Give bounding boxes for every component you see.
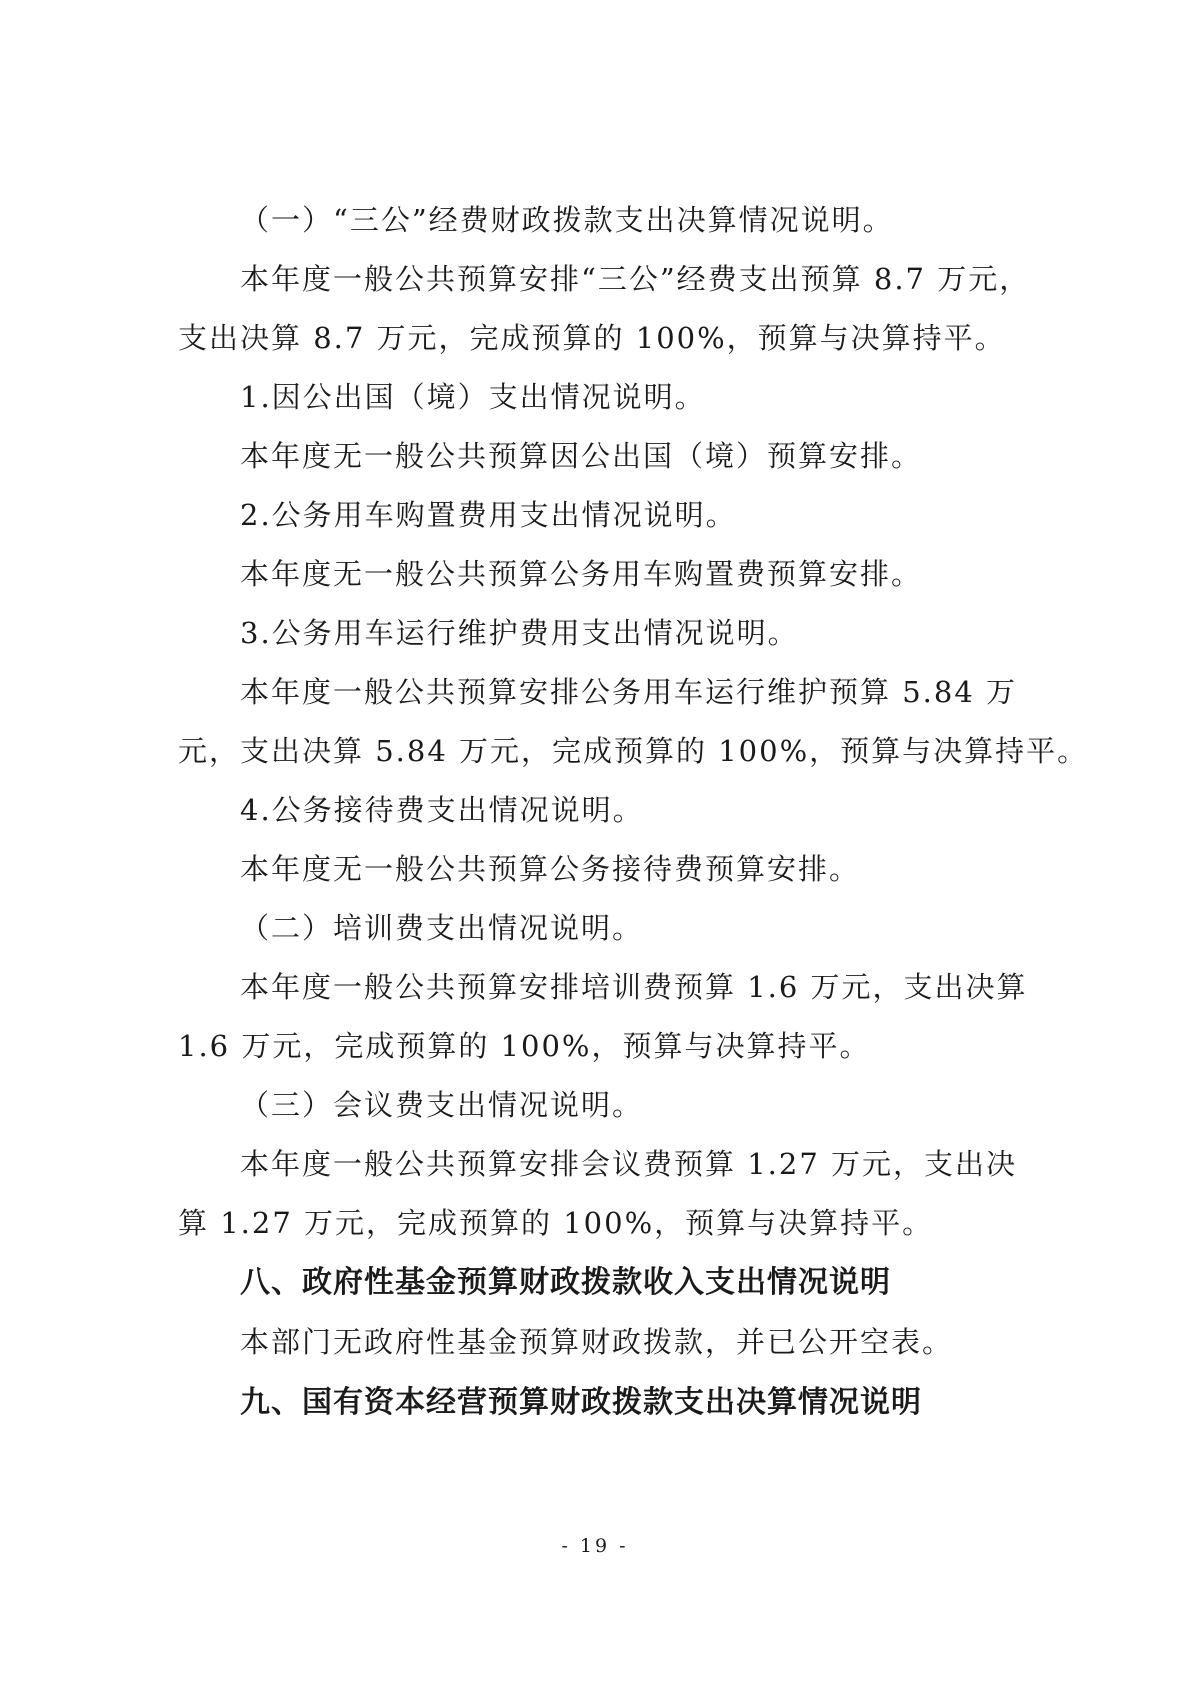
paragraph-line: 本部门无政府性基金预算财政拨款，并已公开空表。 [240, 1325, 954, 1359]
paragraph-line: 1.6 万元，完成预算的 100%，预算与决算持平。 [178, 1029, 871, 1063]
subsection-title: 1.因公出国（境）支出情况说明。 [240, 380, 706, 414]
paragraph-line: 元，支出决算 5.84 万元，完成预算的 100%，预算与决算持平。 [178, 734, 1089, 768]
heading-section-8: 八、政府性基金预算财政拨款收入支出情况说明 [240, 1265, 891, 1300]
paragraph-line: 支出决算 8.7 万元，完成预算的 100%，预算与决算持平。 [178, 321, 1006, 355]
paragraph-line: 本年度一般公共预算安排“三公”经费支出预算 8.7 万元， [240, 262, 1031, 296]
paragraph-line: 本年度一般公共预算安排会议费预算 1.27 万元，支出决 [240, 1147, 1018, 1181]
paragraph-line: 本年度无一般公共预算因公出国（境）预算安排。 [240, 439, 923, 473]
page-number: - 19 - [561, 1535, 629, 1557]
subsection-title: 3.公务用车运行维护费用支出情况说明。 [240, 616, 799, 650]
section-2-title: （二）培训费支出情况说明。 [240, 911, 644, 945]
paragraph-line: 本年度无一般公共预算公务接待费预算安排。 [240, 852, 861, 886]
subsection-title: 4.公务接待费支出情况说明。 [240, 793, 644, 827]
heading-section-9: 九、国有资本经营预算财政拨款支出决算情况说明 [240, 1385, 922, 1420]
paragraph-line: 本年度无一般公共预算公务用车购置费预算安排。 [240, 557, 923, 591]
paragraph-line: 本年度一般公共预算安排公务用车运行维护预算 5.84 万 [240, 675, 1018, 709]
paragraph-line: 算 1.27 万元，完成预算的 100%，预算与决算持平。 [178, 1206, 934, 1240]
subsection-title: 2.公务用车购置费用支出情况说明。 [240, 498, 737, 532]
section-3-title: （三）会议费支出情况说明。 [240, 1088, 644, 1122]
section-1-title: （一）“三公”经费财政拨款支出决算情况说明。 [240, 203, 894, 237]
paragraph-line: 本年度一般公共预算安排培训费预算 1.6 万元，支出决算 [240, 970, 1028, 1004]
